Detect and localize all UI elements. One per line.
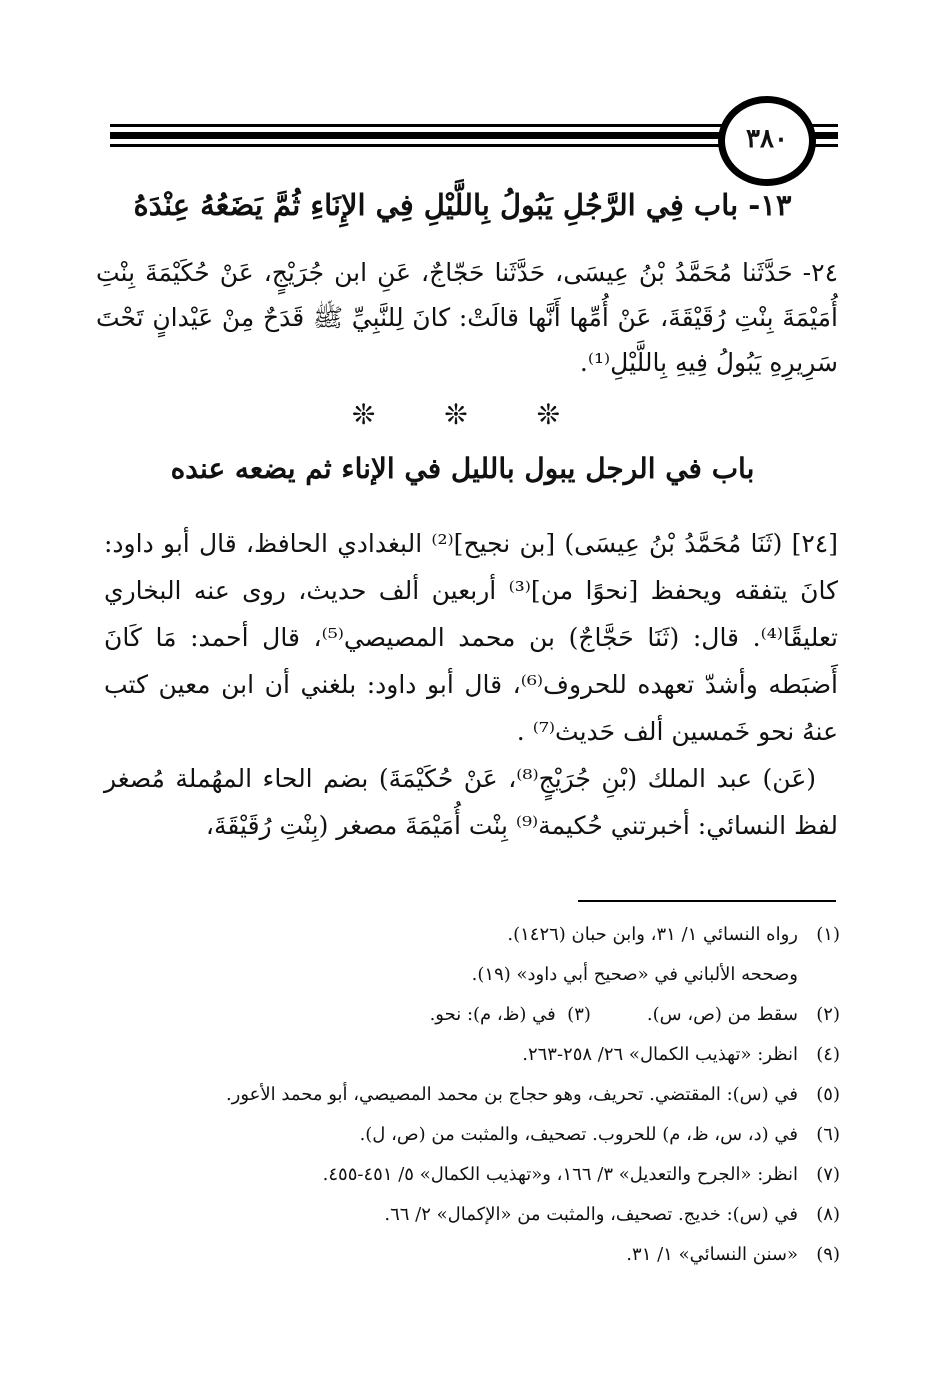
footnote-text: رواه النسائي ١/ ٣١، وابن حبان (١٤٢٦). <box>507 924 798 945</box>
footnote-number: (٣) <box>567 1004 591 1025</box>
hadith-text: ٢٤- حَدَّثَنا مُحَمَّدُ بْنُ عِيسَى، حَدَّثَنا حَجّاجٌ، عَنِ ابن جُرَيْجٍ، عَنْ حُكَيْمَةَ بِنْتِ أُمَيْمَةَ بِنْتِ رُقَيْقَةَ، عَنْ أُمِّها أَنَّها قالَتْ: كانَ لِلنَّبِيِّ ﷺ قَدَحٌ مِنْ عَيْدانٍ تَحْتَ سَرِيرِهِ يَبُولُ فِيهِ بِاللَّيْلِ⁽¹⁾. <box>96 258 838 377</box>
commentary-title: باب في الرجل يبول بالليل في الإناء ثم يضعه عنده <box>170 452 755 485</box>
footnote-number: (٧) <box>816 1164 840 1185</box>
footnote-number: (٩) <box>816 1244 840 1265</box>
footnote-text: انظر: «تهذيب الكمال» ٢٦/ ٢٥٨-٢٦٣. <box>522 1044 798 1065</box>
footnote-number: (٨) <box>816 1204 840 1225</box>
commentary-paragraph: (عَن) عبد الملك (بْنِ جُرَيْجٍ⁽⁸⁾، عَنْ حُكَيْمَةَ) بضم الحاء المهُملة مُصغر لفظ النسائي: أخبرتني حُكيمة⁽⁹⁾ بِنْت أُمَيْمَةَ مصغر (بِنْتِ رُقَيْقَةَ، <box>104 764 838 840</box>
footnote-number: (٢) <box>816 1004 840 1025</box>
section-separator: ❊ ❊ ❊ <box>351 398 591 431</box>
footnote-item <box>100 915 840 955</box>
footnote-item <box>100 1075 840 1115</box>
footnote-number: (٦) <box>816 1124 840 1145</box>
footnote-text: في (س): خديج. تصحيف، والمثبت من «الإكمال» ٢/ ٦٦. <box>384 1204 798 1225</box>
footnote-text: في (د، س، ظ، م) للحروب. تصحيف، والمثبت من (ص، ل). <box>359 1124 798 1145</box>
footnote-text: «سنن النسائي» ١/ ٣١. <box>626 1244 798 1265</box>
footnote-text: انظر: «الجرح والتعديل» ٣/ ١٦٦، و«تهذيب الكمال» ٥/ ٤٥١-٤٥٥. <box>322 1164 798 1185</box>
page-number-badge <box>718 96 816 186</box>
footnote-item <box>100 1235 840 1275</box>
footnote-item <box>100 995 840 1035</box>
footnote-item <box>100 1115 840 1155</box>
commentary-paragraph: [٢٤] (ثَنَا مُحَمَّدُ بْنُ عِيسَى) [بن نجيح]⁽²⁾ البغدادي الحافظ، قال أبو داود: كانَ يتفقه ويحفظ [نحوًا من]⁽³⁾ أربعين ألف حديث، روى عنه البخاري تعليقًا⁽⁴⁾. قال: (ثَنَا حَجَّاجٌ) بن محمد المصيصي⁽⁵⁾، قال أحمد: مَا كَانَ أَضبَطه وأشدّ تعهده للحروف⁽⁶⁾، قال أبو داود: بلغني أن ابن معين كتب عنهُ نحو خَمسين ألف حَديث⁽⁷⁾ . <box>104 529 839 746</box>
footnote-number: (٤) <box>816 1044 840 1065</box>
footnote-separator <box>578 900 836 902</box>
commentary <box>104 520 838 849</box>
chapter-title: ١٣- باب فِي الرَّجُلِ يَبُولُ بِاللَّيْلِ فِي الإِنَاءِ ثُمَّ يَضَعُهُ عِنْدَهُ <box>133 188 792 222</box>
footnote-number: (٥) <box>816 1084 840 1105</box>
footnote-item <box>100 1035 840 1075</box>
footnote-text: في (س): المقتضي. تحريف، وهو حجاج بن محمد المصيصي، أبو محمد الأعور. <box>225 1084 798 1105</box>
footnote-item <box>100 1155 840 1195</box>
footnote-text: سقط من (ص، س). <box>646 1004 798 1025</box>
page-number: ٣٨٠ <box>746 124 788 154</box>
footnote-continuation: وصححه الألباني في «صحيح أبي داود» (١٩). <box>471 964 798 985</box>
footnote-text: في (ظ، م): نحو. <box>429 1004 556 1025</box>
footnote-item <box>100 1195 840 1235</box>
footnotes <box>100 915 840 1275</box>
footnote-number: (١) <box>816 924 840 945</box>
